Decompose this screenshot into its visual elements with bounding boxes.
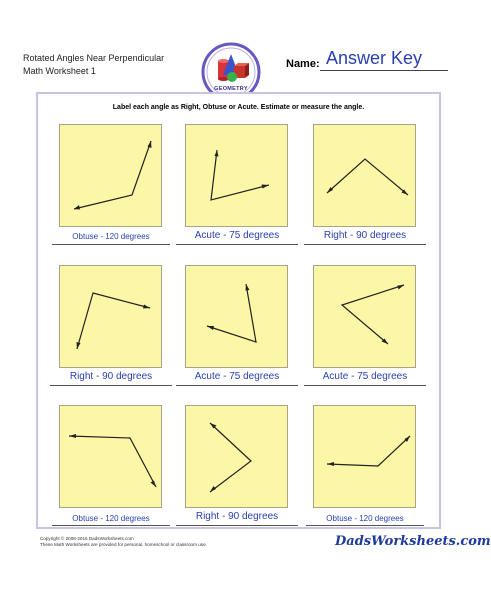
answer-line-7 (52, 525, 170, 526)
angle-diagram-3 (314, 125, 417, 228)
answer-2: Acute - 75 degrees (194, 230, 280, 241)
answer-line-8 (176, 525, 298, 526)
angle-diagram-6 (314, 266, 417, 369)
angle-diagram-8 (186, 406, 289, 509)
angle-box-3 (313, 124, 416, 227)
answer-7: Obtuse - 120 degrees (72, 514, 150, 523)
logo-label: GEOMETRY (214, 86, 248, 92)
answer-9: Obtuse - 120 degrees (326, 514, 404, 523)
answer-line-5 (176, 385, 298, 386)
angle-box-9 (313, 405, 416, 508)
angle-diagram-2 (186, 125, 289, 228)
angle-box-7 (59, 405, 162, 508)
answer-1: Obtuse - 120 degrees (72, 232, 150, 241)
angle-box-2 (185, 124, 288, 227)
footer-line2: These Math Worksheets are provided for personal, homeschool or classroom use. (40, 542, 207, 547)
answer-3: Right - 90 degrees (323, 230, 407, 241)
name-underline (320, 70, 448, 71)
answer-line-1 (52, 244, 170, 245)
answer-line-9 (306, 525, 424, 526)
name-label: Name: (286, 58, 320, 70)
angle-diagram-4 (60, 266, 163, 369)
angle-diagram-1 (60, 125, 163, 228)
angle-box-8 (185, 405, 288, 508)
answer-8: Right - 90 degrees (195, 511, 279, 522)
footer-line1: Copyright © 2008-2016 DadsWorksheets.com (40, 536, 134, 541)
instructions: Label each angle as Right, Obtuse or Acute. Estimate or measure the angle. (112, 104, 365, 111)
answer-6: Acute - 75 degrees (322, 371, 408, 382)
footer-copyright (40, 536, 207, 548)
answer-key-heading: Answer Key (326, 48, 423, 68)
worksheet-title-line2: Math Worksheet 1 (23, 66, 96, 76)
answer-line-2 (176, 244, 298, 245)
angle-box-5 (185, 265, 288, 368)
name-field (286, 48, 448, 74)
dadsworksheets-logo (335, 534, 491, 558)
answer-line-6 (304, 385, 426, 386)
answer-line-3 (304, 244, 426, 245)
angle-diagram-5 (186, 266, 289, 369)
answer-line-4 (50, 385, 172, 386)
worksheet-title (23, 52, 164, 78)
brand-text: DadsWorksheets.com (335, 534, 491, 549)
angle-box-1 (59, 124, 162, 227)
angle-diagram-9 (314, 406, 417, 509)
angle-box-6 (313, 265, 416, 368)
answer-4: Right - 90 degrees (69, 371, 153, 382)
angle-diagram-7 (60, 406, 163, 509)
angle-box-4 (59, 265, 162, 368)
answer-5: Acute - 75 degrees (194, 371, 280, 382)
worksheet-title-line1: Rotated Angles Near Perpendicular (23, 53, 165, 63)
